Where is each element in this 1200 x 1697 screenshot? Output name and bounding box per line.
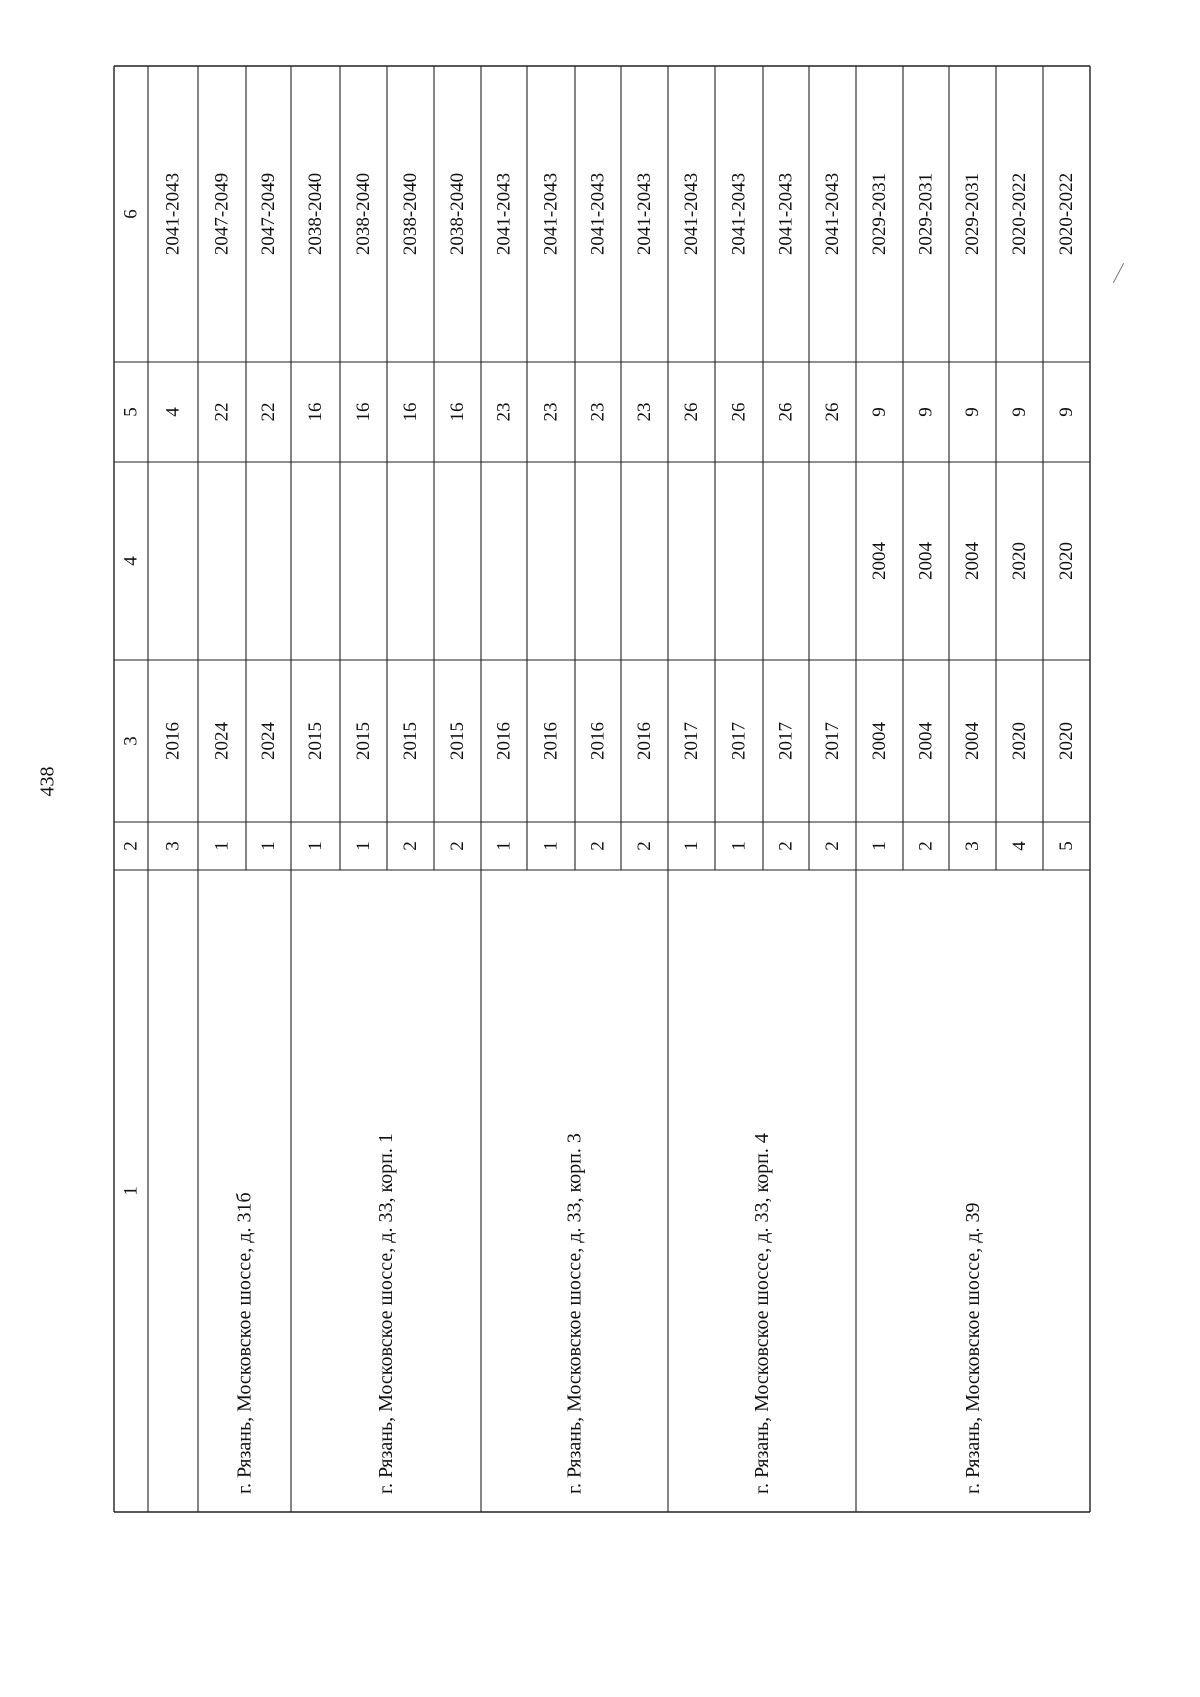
table-cell: 2038-2040 bbox=[305, 172, 326, 256]
table-cell: 2016 bbox=[162, 722, 184, 760]
table-cell: 4 bbox=[162, 407, 184, 417]
table-cell: 16 bbox=[305, 402, 326, 422]
table-cell: 2020-2022 bbox=[1009, 172, 1030, 256]
table-cell: 2 bbox=[775, 841, 797, 851]
table-cell: 1 bbox=[353, 841, 374, 851]
table-cell: 2017 bbox=[822, 722, 843, 760]
table-cell: 2038-2040 bbox=[447, 172, 468, 256]
table-cell: 2004 bbox=[869, 722, 890, 760]
page-number: 438 bbox=[36, 766, 59, 797]
table-cell: 2004 bbox=[915, 542, 937, 580]
table-cell: 23 bbox=[493, 402, 515, 422]
table-cell: 2024 bbox=[211, 722, 233, 760]
table-cell: 2047-2049 bbox=[211, 172, 233, 256]
table-cell: 2016 bbox=[587, 722, 609, 760]
table-cell: 2015 bbox=[447, 722, 468, 760]
table-cell: 2 bbox=[822, 841, 843, 851]
table-cell: 2041-2043 bbox=[162, 172, 184, 256]
column-number: 4 bbox=[120, 556, 142, 566]
table-cell: 2041-2043 bbox=[493, 172, 515, 256]
table-cell: 2038-2040 bbox=[353, 172, 374, 256]
table-cell: 2038-2040 bbox=[400, 172, 421, 256]
table-cell: 26 bbox=[775, 402, 797, 422]
table-cell: 3 bbox=[962, 841, 983, 851]
table-cell: 2 bbox=[587, 841, 609, 851]
table-cell: 9 bbox=[915, 407, 937, 417]
table-cell: 2041-2043 bbox=[634, 172, 655, 256]
table-cell: 5 bbox=[1056, 841, 1077, 851]
table-cell: 2047-2049 bbox=[258, 172, 279, 256]
table-cell: 1 bbox=[728, 841, 750, 851]
table-cell: 16 bbox=[447, 402, 468, 422]
table-cell: 2020 bbox=[1056, 542, 1077, 580]
table-cell: 2029-2031 bbox=[962, 172, 983, 256]
table-cell: 22 bbox=[258, 402, 279, 422]
address-cell: г. Рязань, Московское шоссе, д. 39 bbox=[962, 1202, 984, 1494]
column-number: 5 bbox=[120, 407, 142, 417]
column-number: 3 bbox=[120, 736, 142, 746]
table-cell: 1 bbox=[681, 841, 702, 851]
table-cell: 16 bbox=[400, 402, 421, 422]
table-cell: 2004 bbox=[915, 722, 937, 760]
table-cell: 2 bbox=[400, 841, 421, 851]
table-cell: 2016 bbox=[493, 722, 515, 760]
table-grid bbox=[114, 66, 1090, 1512]
table-cell: 2041-2043 bbox=[728, 172, 750, 256]
table-cell: 1 bbox=[869, 841, 890, 851]
table-cell: 2 bbox=[634, 841, 655, 851]
table-cell: 2041-2043 bbox=[775, 172, 797, 256]
address-cell: г. Рязань, Московское шоссе, д. 31б bbox=[233, 1192, 256, 1494]
table-cell: 2016 bbox=[540, 722, 562, 760]
table-cell: 2020 bbox=[1009, 722, 1030, 760]
table-cell: 2017 bbox=[681, 722, 702, 760]
table-cell: 2029-2031 bbox=[915, 172, 937, 256]
table-cell: 2017 bbox=[728, 722, 750, 760]
table-cell: 23 bbox=[634, 402, 655, 422]
table-cell: 2029-2031 bbox=[869, 172, 890, 256]
table-cell: 2004 bbox=[962, 542, 983, 580]
table-cell: 2041-2043 bbox=[587, 172, 609, 256]
table-cell: 1 bbox=[211, 841, 233, 851]
address-cell: г. Рязань, Московское шоссе, д. 33, корп. 3 bbox=[563, 1133, 586, 1494]
table-cell: 26 bbox=[681, 402, 702, 422]
table-cell: 2015 bbox=[400, 722, 421, 760]
table-cell: 2 bbox=[447, 841, 468, 851]
table-cell: 2015 bbox=[353, 722, 374, 760]
column-number: 2 bbox=[120, 841, 142, 851]
column-number: 6 bbox=[120, 209, 142, 219]
table-cell: 22 bbox=[211, 402, 233, 422]
table-cell: 26 bbox=[822, 402, 843, 422]
table-cell: 1 bbox=[493, 841, 515, 851]
table-cell: 2015 bbox=[305, 722, 326, 760]
column-number: 1 bbox=[120, 1186, 142, 1196]
table-cell: 2004 bbox=[962, 722, 983, 760]
table-cell: 9 bbox=[1009, 407, 1030, 417]
table-cell: 2017 bbox=[775, 722, 797, 760]
address-cell: г. Рязань, Московское шоссе, д. 33, корп. 4 bbox=[751, 1133, 773, 1494]
table-cell: 2004 bbox=[869, 542, 890, 580]
address-cell: г. Рязань, Московское шоссе, д. 33, корп. 1 bbox=[375, 1133, 397, 1494]
table-cell: 3 bbox=[162, 841, 184, 851]
table-cell: 1 bbox=[540, 841, 562, 851]
table-cell: 9 bbox=[962, 407, 983, 417]
table-cell: 26 bbox=[728, 402, 750, 422]
table-cell: 4 bbox=[1009, 841, 1030, 851]
table-cell: 16 bbox=[353, 402, 374, 422]
table-cell: 2 bbox=[915, 841, 937, 851]
table-cell: 2020-2022 bbox=[1056, 172, 1077, 256]
table-cell: 2020 bbox=[1009, 542, 1030, 580]
table-cell: 2020 bbox=[1056, 722, 1077, 760]
table-cell: 2041-2043 bbox=[681, 172, 702, 256]
table-cell: 2041-2043 bbox=[822, 172, 843, 256]
table-cell: 2041-2043 bbox=[540, 172, 562, 256]
table-cells bbox=[121, 173, 1078, 1494]
table-cell: 2016 bbox=[634, 722, 655, 760]
table-cell: 9 bbox=[1056, 407, 1077, 417]
table-cell: 23 bbox=[587, 402, 609, 422]
table-cell: 1 bbox=[258, 841, 279, 851]
table-cell: 2024 bbox=[258, 722, 279, 760]
table-cell: 9 bbox=[869, 407, 890, 417]
table-cell: 23 bbox=[540, 402, 562, 422]
table-cell: 1 bbox=[305, 841, 326, 851]
